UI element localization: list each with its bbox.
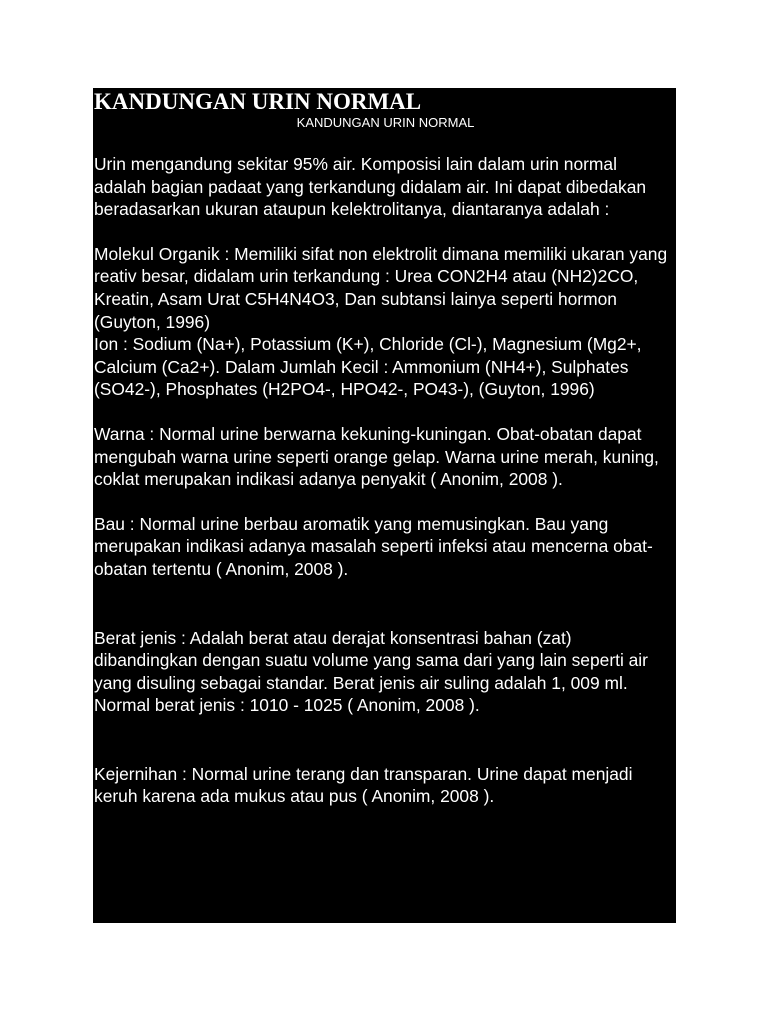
paragraph-organic: Molekul Organik : Memiliki sifat non elektrolit dimana memiliki ukaran yang reativ besar, didalam urin terkandung : Urea CON2H4 atau (NH2)2CO, Kreatin, Asam Urat C5H4N4O3, Dan subtansi lainya seperti hormon (Guyton, 1996) xyxy=(94,243,668,332)
paragraph-berat-jenis: Berat jenis : Adalah berat atau derajat konsentrasi bahan (zat) dibandingkan dengan suatu volume yang sama dari yang lain seperti air yang disuling sebagai standar. Berat jenis air suling adalah 1, 009 ml. Normal berat jenis : 1010 - 1025 ( Anonim, 2008 ). xyxy=(94,627,648,716)
document-page xyxy=(93,88,676,923)
spacer xyxy=(94,581,673,627)
paragraph-warna: Warna : Normal urine berwarna kekuning-kuningan. Obat-obatan dapat mengubah warna urine seperti orange gelap. Warna urine merah, kuning, coklat merupakan indikasi adanya penyakit ( Anonim, 2008 ). xyxy=(94,423,659,490)
spacer xyxy=(94,717,673,763)
document-heading: KANDUNGAN URIN NORMAL xyxy=(94,89,422,114)
paragraph-ion: Ion : Sodium (Na+), Potassium (K+), Chloride (Cl-), Magnesium (Mg2+, Calcium (Ca2+). Dalam Jumlah Kecil : Ammonium (NH4+), Sulphates (SO42-), Phosphates (H2PO4-, HPO42-, PO43-), (Guyton, 1996) xyxy=(94,334,642,400)
spacer xyxy=(94,491,673,513)
spacer xyxy=(94,401,673,423)
paragraph-kejernihan: Kejernihan : Normal urine terang dan transparan. Urine dapat menjadi keruh karena ada mukus atau pus ( Anonim, 2008 ). xyxy=(94,763,633,807)
spacer xyxy=(94,221,673,243)
paragraph-intro: Urin mengandung sekitar 95% air. Komposisi lain dalam urin normal adalah bagian padaat yang terkandung didalam air. Ini dapat dibedakan beradasarkan ukuran ataupun kelektrolitanya, diantaranya adalah : xyxy=(94,154,647,220)
spacer xyxy=(94,131,673,153)
document-subheading: KANDUNGAN URIN NORMAL xyxy=(296,115,475,130)
paragraph-bau: Bau : Normal urine berbau aromatik yang memusingkan. Bau yang merupakan indikasi adanya masalah seperti infeksi atau mencerna obat-obatan tertentu ( Anonim, 2008 ). xyxy=(94,513,653,579)
